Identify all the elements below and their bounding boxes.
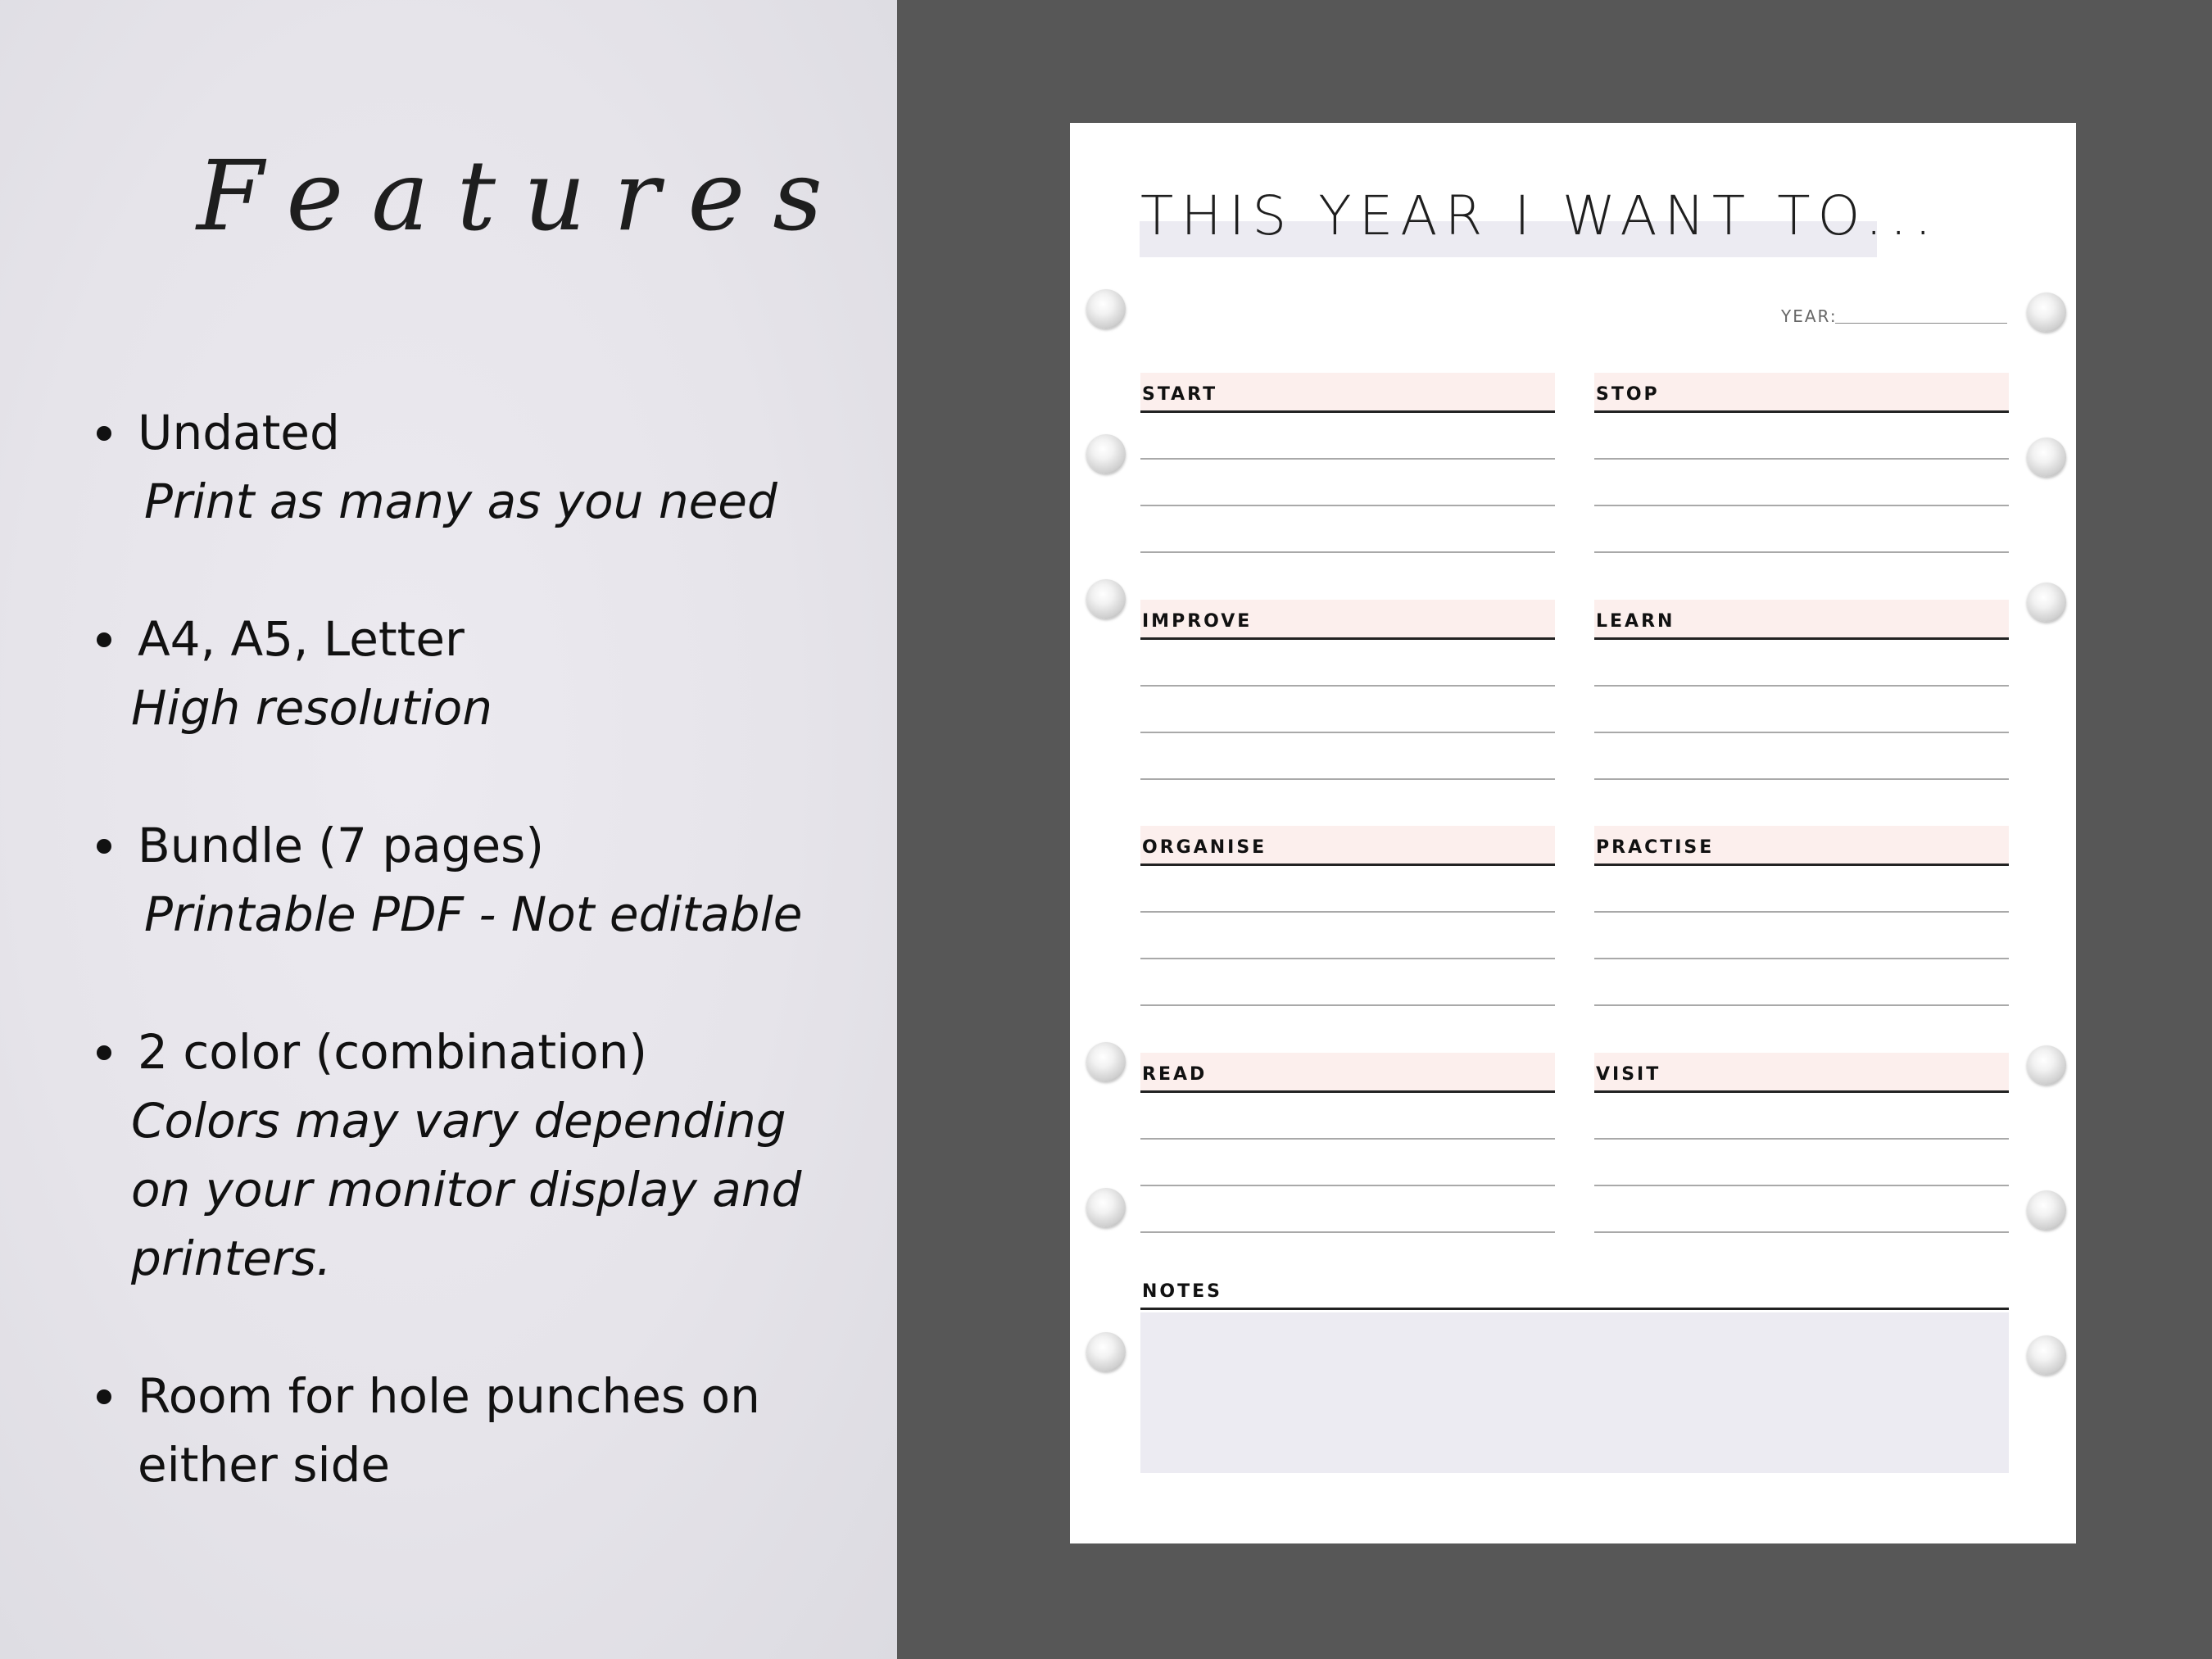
feature-subtext: printers.: [131, 1231, 332, 1286]
sheet-title: THIS YEAR I WANT TO...: [1140, 184, 1939, 247]
hole-punch-icon: [2027, 292, 2066, 332]
writing-line: [1594, 505, 2009, 506]
feature-subtext: Colors may vary depending: [131, 1093, 786, 1149]
writing-line: [1140, 1231, 1555, 1233]
feature-heading: 2 color (combination): [138, 1024, 648, 1080]
bullet-icon: [97, 426, 111, 441]
section-label: STOP: [1596, 384, 1660, 405]
writing-line: [1594, 551, 2009, 553]
writing-line: [1594, 732, 2009, 733]
hole-punch-icon: [1086, 1042, 1126, 1081]
feature-subtext: Printable PDF - Not editable: [144, 886, 803, 942]
writing-line: [1140, 685, 1555, 687]
writing-line: [1594, 685, 2009, 687]
section-label: ORGANISE: [1142, 837, 1267, 858]
notes-rule: [1140, 1308, 2009, 1310]
bullet-icon: [97, 1045, 111, 1060]
feature-item-sizes: [90, 605, 492, 742]
feature-subtext: Print as many as you need: [144, 474, 777, 529]
feature-heading: Bundle (7 pages): [138, 818, 545, 873]
hole-punch-icon: [1086, 289, 1126, 329]
hole-punch-icon: [1086, 1332, 1126, 1371]
feature-item-colors: [90, 1018, 801, 1293]
section-label: READ: [1142, 1064, 1208, 1085]
planner-sheet: [1070, 123, 2076, 1543]
writing-line: [1594, 1004, 2009, 1006]
hole-punch-icon: [2027, 1190, 2066, 1230]
section-label: START: [1142, 384, 1218, 405]
writing-line: [1594, 1231, 2009, 1233]
writing-line: [1594, 958, 2009, 959]
feature-heading: Room for hole punches on: [138, 1368, 760, 1424]
feature-item-undated: [90, 398, 777, 536]
hole-punch-icon: [2027, 1335, 2066, 1375]
notes-box: [1140, 1312, 2009, 1473]
hole-punch-icon: [1086, 434, 1126, 474]
writing-line: [1594, 911, 2009, 913]
writing-line: [1594, 1185, 2009, 1186]
notes-label: NOTES: [1142, 1281, 1222, 1302]
writing-line: [1140, 551, 1555, 553]
feature-heading: A4, A5, Letter: [138, 611, 465, 667]
writing-line: [1140, 458, 1555, 460]
writing-line: [1140, 732, 1555, 733]
section-label: VISIT: [1596, 1064, 1661, 1085]
writing-line: [1140, 911, 1555, 913]
hole-punch-icon: [2027, 437, 2066, 477]
writing-line: [1140, 1185, 1555, 1186]
bullet-icon: [97, 632, 111, 647]
bullet-icon: [97, 1389, 111, 1404]
bullet-icon: [97, 839, 111, 854]
writing-line: [1140, 778, 1555, 780]
feature-subtext: on your monitor display and: [131, 1162, 802, 1217]
writing-line: [1140, 1138, 1555, 1140]
writing-line: [1140, 1004, 1555, 1006]
feature-item-hole-punches: [90, 1362, 760, 1499]
writing-line: [1140, 958, 1555, 959]
hole-punch-icon: [2027, 1045, 2066, 1085]
section-label: LEARN: [1596, 611, 1675, 632]
year-label: YEAR:: [1781, 306, 1838, 326]
feature-heading: Undated: [138, 405, 340, 460]
writing-line: [1594, 1138, 2009, 1140]
feature-item-bundle: [90, 811, 802, 949]
features-title: Features: [197, 139, 850, 252]
writing-line: [1594, 778, 2009, 780]
section-label: PRACTISE: [1596, 837, 1715, 858]
feature-subtext: High resolution: [131, 680, 492, 736]
year-line: [1835, 323, 2007, 324]
hole-punch-icon: [1086, 1188, 1126, 1227]
writing-line: [1594, 458, 2009, 460]
feature-subtext: either side: [138, 1437, 391, 1493]
hole-punch-icon: [2027, 582, 2066, 622]
section-label: IMPROVE: [1142, 611, 1253, 632]
features-panel: [0, 0, 897, 1659]
hole-punch-icon: [1086, 579, 1126, 619]
writing-line: [1140, 505, 1555, 506]
